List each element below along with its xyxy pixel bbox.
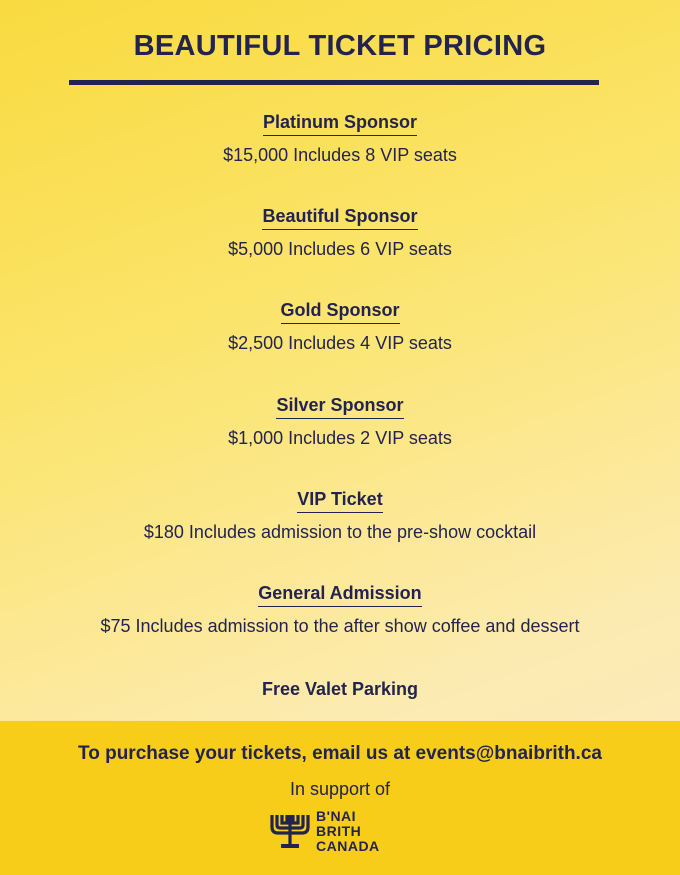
tier-description: $15,000 Includes 8 VIP seats bbox=[223, 145, 457, 165]
pricing-tier bbox=[0, 206, 680, 260]
menorah-icon bbox=[270, 811, 310, 851]
tier-description: $5,000 Includes 6 VIP seats bbox=[228, 239, 452, 259]
tier-description: $2,500 Includes 4 VIP seats bbox=[228, 333, 452, 353]
parking-note: Free Valet Parking bbox=[261, 679, 419, 699]
tier-description: $180 Includes admission to the pre-show cocktail bbox=[143, 522, 537, 542]
footer-banner bbox=[0, 721, 680, 875]
purchase-instructions: To purchase your tickets, email us at events@bnaibrith.ca bbox=[78, 743, 602, 764]
tier-name: VIP Ticket bbox=[297, 489, 382, 513]
pricing-tier bbox=[0, 395, 680, 449]
tier-name: Silver Sponsor bbox=[276, 395, 403, 419]
pricing-tier bbox=[0, 489, 680, 543]
tier-description: $1,000 Includes 2 VIP seats bbox=[228, 428, 452, 448]
tier-description: $75 Includes admission to the after show coffee and dessert bbox=[100, 616, 580, 636]
pricing-tier bbox=[0, 300, 680, 354]
logo-line: B'NAI bbox=[316, 808, 357, 824]
bnai-brith-logo bbox=[270, 809, 420, 853]
tier-name: Gold Sponsor bbox=[281, 300, 400, 324]
tier-name: Platinum Sponsor bbox=[263, 112, 417, 136]
logo-line: BRITH bbox=[316, 823, 362, 839]
pricing-tier bbox=[0, 112, 680, 166]
title-divider bbox=[69, 80, 599, 85]
tier-name: Beautiful Sponsor bbox=[262, 206, 417, 230]
pricing-tier bbox=[0, 583, 680, 637]
logo-wordmark bbox=[316, 809, 380, 854]
support-label: In support of bbox=[289, 779, 391, 799]
tier-name: General Admission bbox=[258, 583, 421, 607]
logo-line: CANADA bbox=[316, 838, 380, 854]
page-title: BEAUTIFUL TICKET PRICING bbox=[133, 30, 547, 62]
